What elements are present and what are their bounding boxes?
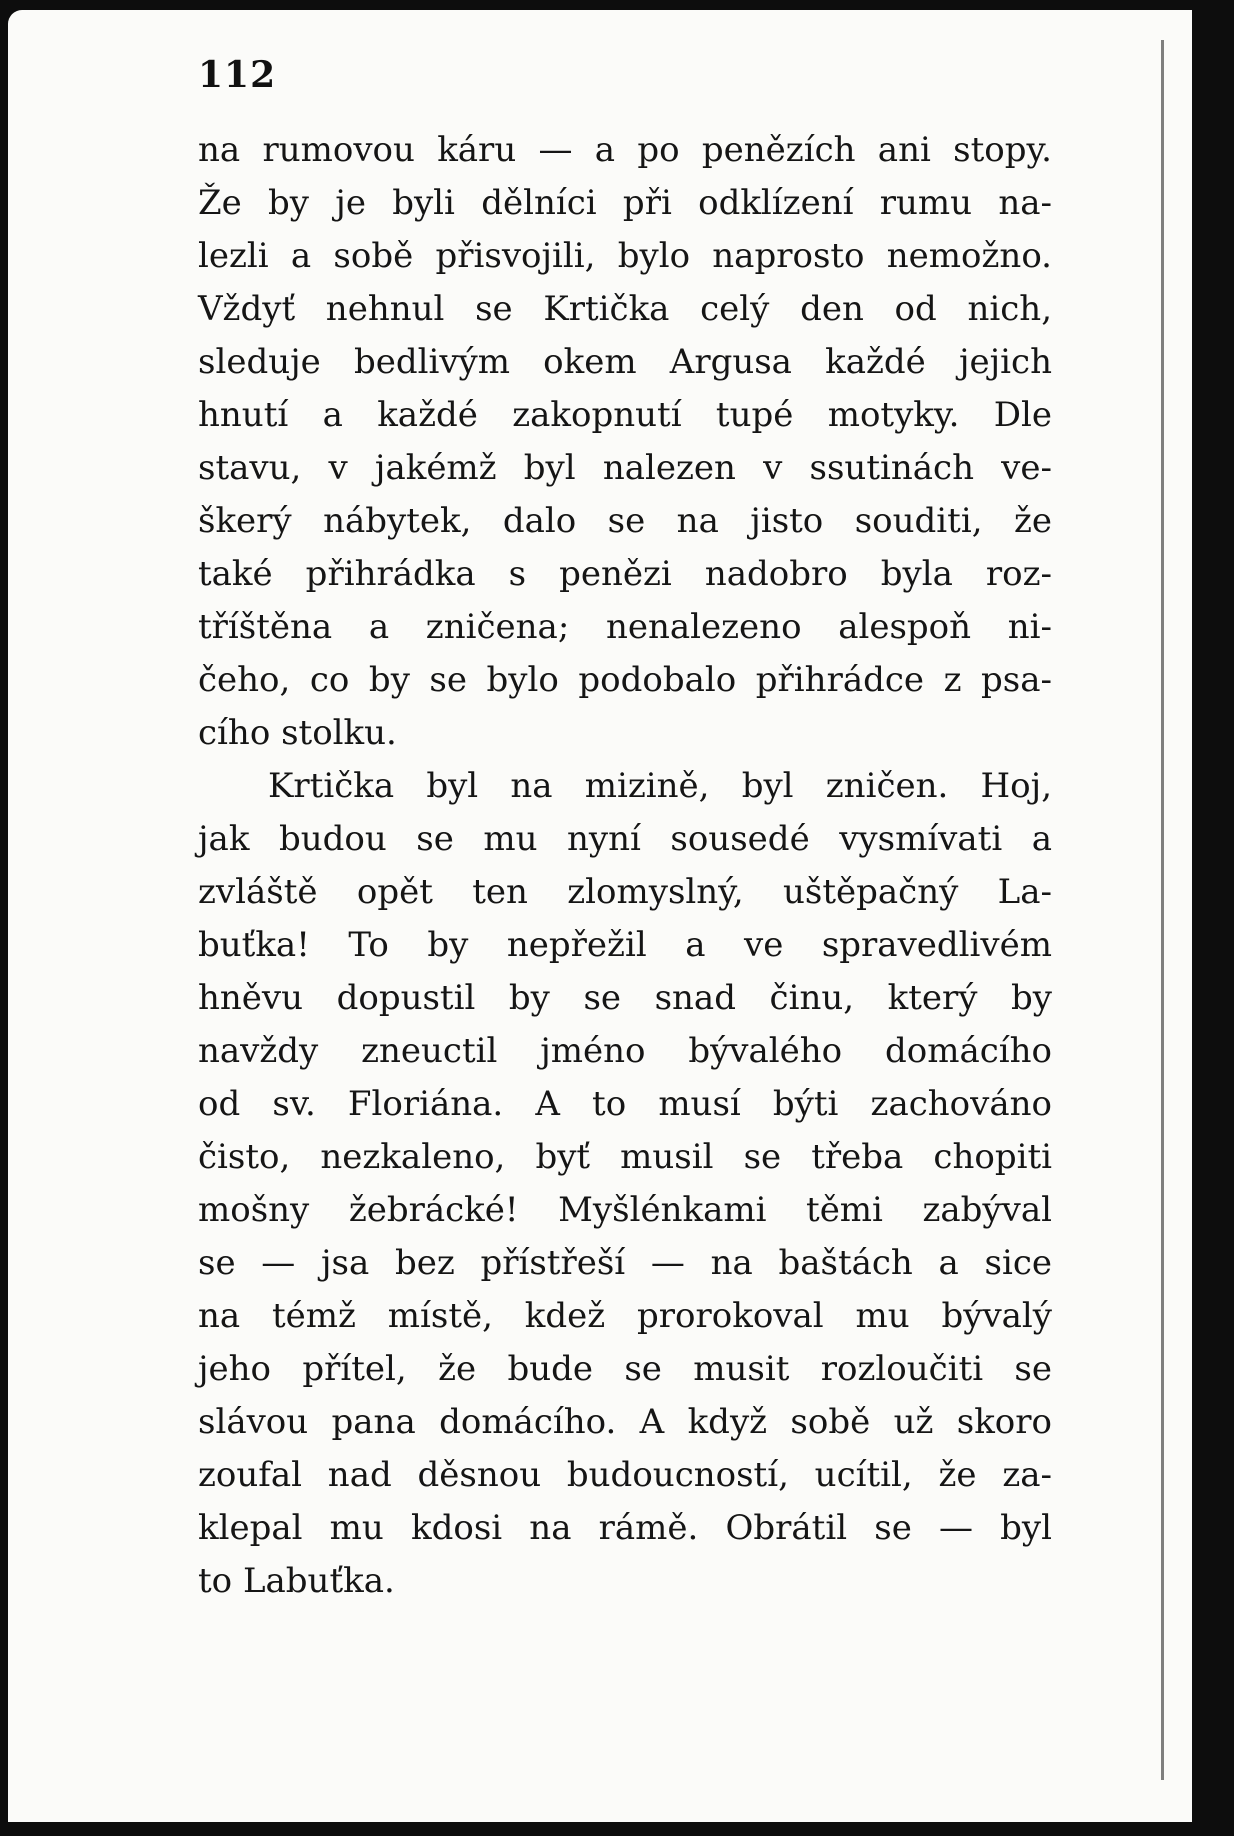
text-line: Vždyť nehnul se Krtička celý den od nich, — [198, 289, 1052, 329]
page-edge-shadow — [1161, 40, 1164, 1780]
text-line: na témž místě, kdež prorokoval mu bývalý — [198, 1296, 1052, 1336]
text-line: od sv. Floriána. A to musí býti zachováno — [198, 1084, 1052, 1124]
text-line: se — jsa bez přístřeší — na baštách a sice — [198, 1243, 1052, 1283]
text-line: Krtička byl na mizině, byl zničen. Hoj, — [268, 766, 1052, 806]
text-line: jeho přítel, že bude se musit rozloučiti se — [198, 1349, 1052, 1389]
text-line: cího stolku. — [198, 713, 397, 753]
text-line: čeho, co by se bylo podobalo přihrádce z psa- — [198, 660, 1052, 700]
text-line: sleduje bedlivým okem Argusa každé jejich — [198, 342, 1052, 382]
text-line: slávou pana domácího. A když sobě už skoro — [198, 1402, 1052, 1442]
text-line: navždy zneuctil jméno bývalého domácího — [198, 1031, 1052, 1071]
text-line: zvláště opět ten zlomyslný, uštěpačný La- — [198, 872, 1052, 912]
text-line: klepal mu kdosi na rámě. Obrátil se — byl — [198, 1508, 1052, 1548]
text-line: buťka! To by nepřežil a ve spravedlivém — [198, 925, 1052, 965]
text-line: stavu, v jakémž byl nalezen v ssutinách ve- — [198, 448, 1052, 488]
text-line: hnutí a každé zakopnutí tupé motyky. Dle — [198, 395, 1052, 435]
book-page — [8, 10, 1192, 1822]
text-line: jak budou se mu nyní sousedé vysmívati a — [198, 819, 1052, 859]
text-line: lezli a sobě přisvojili, bylo naprosto nemožno. — [198, 236, 1052, 276]
body-text — [198, 124, 1052, 1608]
text-line: to Labuťka. — [198, 1561, 395, 1601]
text-line: mošny žebrácké! Myšlénkami těmi zabýval — [198, 1190, 1052, 1230]
text-line: čisto, nezkaleno, byť musil se třeba chopiti — [198, 1137, 1052, 1177]
text-line: hněvu dopustil by se snad činu, který by — [198, 978, 1052, 1018]
text-line: zoufal nad děsnou budoucností, ucítil, že za- — [198, 1455, 1052, 1495]
text-line: škerý nábytek, dalo se na jisto souditi, že — [198, 501, 1052, 541]
text-line: také přihrádka s penězi nadobro byla roz- — [198, 554, 1052, 594]
page-number: 112 — [198, 54, 277, 96]
text-line: na rumovou káru — a po penězích ani stopy. — [198, 130, 1052, 170]
text-line: tříštěna a zničena; nenalezeno alespoň ni- — [198, 607, 1052, 647]
text-line: Že by je byli dělníci při odklízení rumu na- — [198, 183, 1052, 223]
